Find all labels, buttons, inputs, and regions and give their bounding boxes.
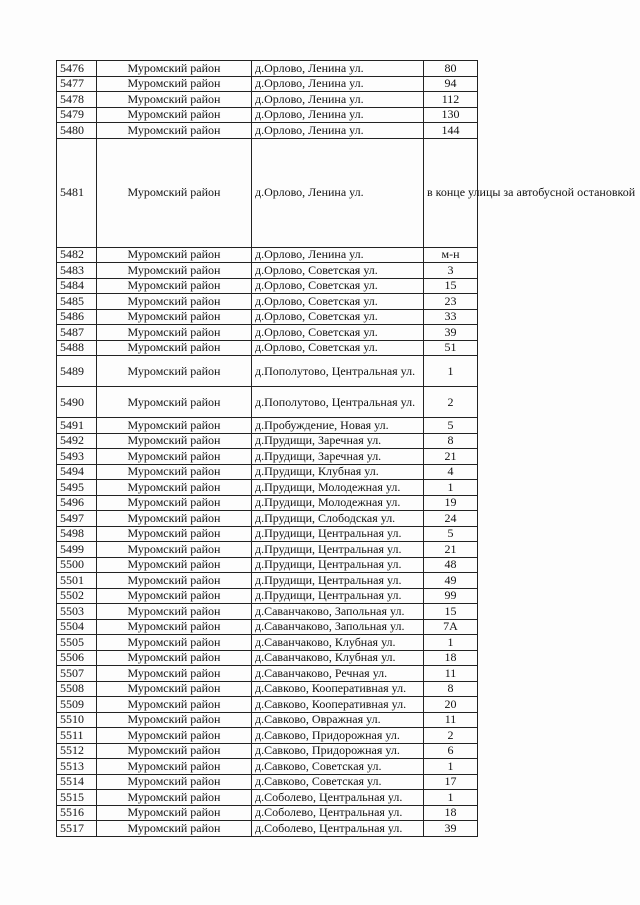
district-cell: Муромский район <box>97 697 252 713</box>
table-row <box>57 123 478 139</box>
address-cell: д.Прудищи, Слободская ул. <box>252 511 424 527</box>
table-row <box>57 557 478 573</box>
district-cell: Муромский район <box>97 76 252 92</box>
row-number: 5503 <box>57 604 97 620</box>
address-cell: д.Орлово, Советская ул. <box>252 294 424 310</box>
house-number-cell: 130 <box>424 107 478 123</box>
row-number: 5491 <box>57 418 97 434</box>
address-cell: д.Саванчаково, Запольная ул. <box>252 619 424 635</box>
table-row <box>57 278 478 294</box>
address-cell: д.Савково, Кооперативная ул. <box>252 681 424 697</box>
house-number-cell: 1 <box>424 790 478 806</box>
table-row <box>57 526 478 542</box>
row-number: 5514 <box>57 774 97 790</box>
house-number-cell: 39 <box>424 821 478 837</box>
house-number-cell: 7А <box>424 619 478 635</box>
row-number: 5511 <box>57 728 97 744</box>
row-number: 5508 <box>57 681 97 697</box>
table-row <box>57 790 478 806</box>
district-cell: Муромский район <box>97 774 252 790</box>
table-row <box>57 573 478 589</box>
district-cell: Муромский район <box>97 433 252 449</box>
address-cell: д.Орлово, Ленина ул. <box>252 76 424 92</box>
house-number-cell: 6 <box>424 743 478 759</box>
row-number: 5488 <box>57 340 97 356</box>
table-row <box>57 712 478 728</box>
address-cell: д.Саванчаково, Запольная ул. <box>252 604 424 620</box>
address-cell: д.Орлово, Советская ул. <box>252 309 424 325</box>
address-cell: д.Савково, Придорожная ул. <box>252 728 424 744</box>
district-cell: Муромский район <box>97 588 252 604</box>
row-number: 5517 <box>57 821 97 837</box>
row-number: 5487 <box>57 325 97 341</box>
row-number: 5506 <box>57 650 97 666</box>
district-cell: Муромский район <box>97 356 252 387</box>
district-cell: Муромский район <box>97 650 252 666</box>
address-cell: д.Савково, Придорожная ул. <box>252 743 424 759</box>
table-row <box>57 480 478 496</box>
address-cell: д.Орлово, Советская ул. <box>252 325 424 341</box>
house-number-cell: 1 <box>424 759 478 775</box>
district-cell: Муромский район <box>97 263 252 279</box>
address-table <box>56 60 636 837</box>
table-row <box>57 449 478 465</box>
address-cell: д.Савково, Овражная ул. <box>252 712 424 728</box>
district-cell: Муромский район <box>97 557 252 573</box>
house-number-cell: 144 <box>424 123 478 139</box>
table-row <box>57 356 478 387</box>
district-cell: Муромский район <box>97 387 252 418</box>
table-row <box>57 61 478 77</box>
house-number-cell: 1 <box>424 635 478 651</box>
table-row <box>57 309 478 325</box>
table-row <box>57 511 478 527</box>
table-row <box>57 743 478 759</box>
house-number-cell: 24 <box>424 511 478 527</box>
table-row <box>57 697 478 713</box>
row-number: 5477 <box>57 76 97 92</box>
house-number-cell: 33 <box>424 309 478 325</box>
address-cell: д.Прудищи, Центральная ул. <box>252 573 424 589</box>
house-number-cell: 21 <box>424 542 478 558</box>
district-cell: Муромский район <box>97 61 252 77</box>
row-number: 5510 <box>57 712 97 728</box>
row-number: 5505 <box>57 635 97 651</box>
district-cell: Муромский район <box>97 821 252 837</box>
district-cell: Муромский район <box>97 743 252 759</box>
row-number: 5494 <box>57 464 97 480</box>
district-cell: Муромский район <box>97 542 252 558</box>
district-cell: Муромский район <box>97 278 252 294</box>
address-cell: д.Соболево, Центральная ул. <box>252 821 424 837</box>
table-row <box>57 588 478 604</box>
table-row <box>57 464 478 480</box>
row-number: 5481 <box>57 138 97 247</box>
table-row <box>57 263 478 279</box>
house-number-cell: 8 <box>424 433 478 449</box>
house-number-cell: 5 <box>424 418 478 434</box>
row-number: 5516 <box>57 805 97 821</box>
row-number: 5483 <box>57 263 97 279</box>
district-cell: Муромский район <box>97 805 252 821</box>
address-cell: д.Прудищи, Центральная ул. <box>252 557 424 573</box>
address-cell: д.Соболево, Центральная ул. <box>252 805 424 821</box>
address-cell: д.Орлово, Ленина ул. <box>252 138 424 247</box>
row-number: 5476 <box>57 61 97 77</box>
table-row <box>57 805 478 821</box>
table-row <box>57 681 478 697</box>
row-number: 5501 <box>57 573 97 589</box>
table-row <box>57 418 478 434</box>
table-row <box>57 247 478 263</box>
district-cell: Муромский район <box>97 107 252 123</box>
row-number: 5498 <box>57 526 97 542</box>
house-number-cell: 17 <box>424 774 478 790</box>
address-cell: д.Орлово, Советская ул. <box>252 278 424 294</box>
house-number-cell: 8 <box>424 681 478 697</box>
table-row <box>57 604 478 620</box>
table-row <box>57 107 478 123</box>
row-number: 5492 <box>57 433 97 449</box>
address-cell: д.Соболево, Центральная ул. <box>252 790 424 806</box>
table-row <box>57 138 478 247</box>
address-cell: д.Саванчаково, Клубная ул. <box>252 650 424 666</box>
table-row <box>57 728 478 744</box>
district-cell: Муромский район <box>97 759 252 775</box>
house-number-cell: 2 <box>424 728 478 744</box>
house-number-cell: 23 <box>424 294 478 310</box>
district-cell: Муромский район <box>97 294 252 310</box>
house-number-cell: 51 <box>424 340 478 356</box>
district-cell: Муромский район <box>97 712 252 728</box>
row-number: 5500 <box>57 557 97 573</box>
district-cell: Муромский район <box>97 418 252 434</box>
row-number: 5504 <box>57 619 97 635</box>
address-cell: д.Прудищи, Заречная ул. <box>252 433 424 449</box>
district-cell: Муромский район <box>97 619 252 635</box>
table-row <box>57 666 478 682</box>
row-number: 5490 <box>57 387 97 418</box>
row-number: 5489 <box>57 356 97 387</box>
address-cell: д.Орлово, Ленина ул. <box>252 92 424 108</box>
address-cell: д.Орлово, Ленина ул. <box>252 247 424 263</box>
address-cell: д.Прудищи, Молодежная ул. <box>252 495 424 511</box>
house-number-cell: 94 <box>424 76 478 92</box>
table-row <box>57 340 478 356</box>
table-row <box>57 774 478 790</box>
district-cell: Муромский район <box>97 123 252 139</box>
table-row <box>57 635 478 651</box>
row-number: 5478 <box>57 92 97 108</box>
house-number-cell: 49 <box>424 573 478 589</box>
house-number-cell: 20 <box>424 697 478 713</box>
row-number: 5495 <box>57 480 97 496</box>
row-number: 5479 <box>57 107 97 123</box>
house-number-cell: 80 <box>424 61 478 77</box>
address-cell: д.Прудищи, Центральная ул. <box>252 542 424 558</box>
address-cell: д.Саванчаково, Речная ул. <box>252 666 424 682</box>
district-cell: Муромский район <box>97 138 252 247</box>
row-number: 5502 <box>57 588 97 604</box>
house-number-cell: в конце улицы за автобусной остановкой <box>424 138 478 247</box>
row-number: 5493 <box>57 449 97 465</box>
table-row <box>57 387 478 418</box>
address-cell: д.Савково, Советская ул. <box>252 774 424 790</box>
house-number-cell: 2 <box>424 387 478 418</box>
house-number-cell: 18 <box>424 805 478 821</box>
row-number: 5484 <box>57 278 97 294</box>
district-cell: Муромский район <box>97 790 252 806</box>
row-number: 5485 <box>57 294 97 310</box>
district-cell: Муромский район <box>97 325 252 341</box>
house-number-cell: 18 <box>424 650 478 666</box>
address-table-body <box>57 60 636 837</box>
district-cell: Муромский район <box>97 728 252 744</box>
house-number-cell: 19 <box>424 495 478 511</box>
row-number: 5482 <box>57 247 97 263</box>
row-number: 5497 <box>57 511 97 527</box>
district-cell: Муромский район <box>97 573 252 589</box>
row-number: 5507 <box>57 666 97 682</box>
district-cell: Муромский район <box>97 495 252 511</box>
table-row <box>57 325 478 341</box>
table-row <box>57 619 478 635</box>
address-cell: д.Орлово, Советская ул. <box>252 263 424 279</box>
house-number-cell: 15 <box>424 278 478 294</box>
house-number-cell: 21 <box>424 449 478 465</box>
house-number-cell: 11 <box>424 666 478 682</box>
row-number: 5509 <box>57 697 97 713</box>
address-cell: д.Саванчаково, Клубная ул. <box>252 635 424 651</box>
row-number: 5499 <box>57 542 97 558</box>
house-number-cell: м-н <box>424 247 478 263</box>
house-number-cell: 5 <box>424 526 478 542</box>
house-number-cell: 112 <box>424 92 478 108</box>
address-cell: д.Прудищи, Молодежная ул. <box>252 480 424 496</box>
house-number-cell: 3 <box>424 263 478 279</box>
district-cell: Муромский район <box>97 464 252 480</box>
address-cell: д.Орлово, Ленина ул. <box>252 107 424 123</box>
house-number-cell: 11 <box>424 712 478 728</box>
district-cell: Муромский район <box>97 604 252 620</box>
district-cell: Муромский район <box>97 340 252 356</box>
table-row <box>57 294 478 310</box>
table-row <box>57 433 478 449</box>
table-row <box>57 542 478 558</box>
house-number-cell: 15 <box>424 604 478 620</box>
table-row <box>57 495 478 511</box>
row-number: 5496 <box>57 495 97 511</box>
address-cell: д.Прудищи, Центральная ул. <box>252 588 424 604</box>
row-number: 5515 <box>57 790 97 806</box>
row-number: 5480 <box>57 123 97 139</box>
address-cell: д.Пополутово, Центральная ул. <box>252 356 424 387</box>
house-number-cell: 39 <box>424 325 478 341</box>
row-number: 5486 <box>57 309 97 325</box>
district-cell: Муромский район <box>97 309 252 325</box>
address-cell: д.Орлово, Ленина ул. <box>252 61 424 77</box>
address-cell: д.Пополутово, Центральная ул. <box>252 387 424 418</box>
district-cell: Муромский район <box>97 449 252 465</box>
table-row <box>57 821 478 837</box>
district-cell: Муромский район <box>97 247 252 263</box>
district-cell: Муромский район <box>97 666 252 682</box>
address-cell: д.Прудищи, Центральная ул. <box>252 526 424 542</box>
district-cell: Муромский район <box>97 681 252 697</box>
house-number-cell: 99 <box>424 588 478 604</box>
house-number-cell: 1 <box>424 356 478 387</box>
address-cell: д.Савково, Кооперативная ул. <box>252 697 424 713</box>
row-number: 5513 <box>57 759 97 775</box>
row-number: 5512 <box>57 743 97 759</box>
address-cell: д.Прудищи, Клубная ул. <box>252 464 424 480</box>
address-cell: д.Орлово, Советская ул. <box>252 340 424 356</box>
district-cell: Муромский район <box>97 511 252 527</box>
address-cell: д.Савково, Советская ул. <box>252 759 424 775</box>
address-cell: д.Пробуждение, Новая ул. <box>252 418 424 434</box>
table-row <box>57 76 478 92</box>
district-cell: Муромский район <box>97 635 252 651</box>
district-cell: Муромский район <box>97 92 252 108</box>
house-number-cell: 48 <box>424 557 478 573</box>
table-row <box>57 650 478 666</box>
table-row <box>57 759 478 775</box>
address-cell: д.Прудищи, Заречная ул. <box>252 449 424 465</box>
district-cell: Муромский район <box>97 480 252 496</box>
address-cell: д.Орлово, Ленина ул. <box>252 123 424 139</box>
house-number-cell: 1 <box>424 480 478 496</box>
district-cell: Муромский район <box>97 526 252 542</box>
house-number-cell: 4 <box>424 464 478 480</box>
table-row <box>57 92 478 108</box>
